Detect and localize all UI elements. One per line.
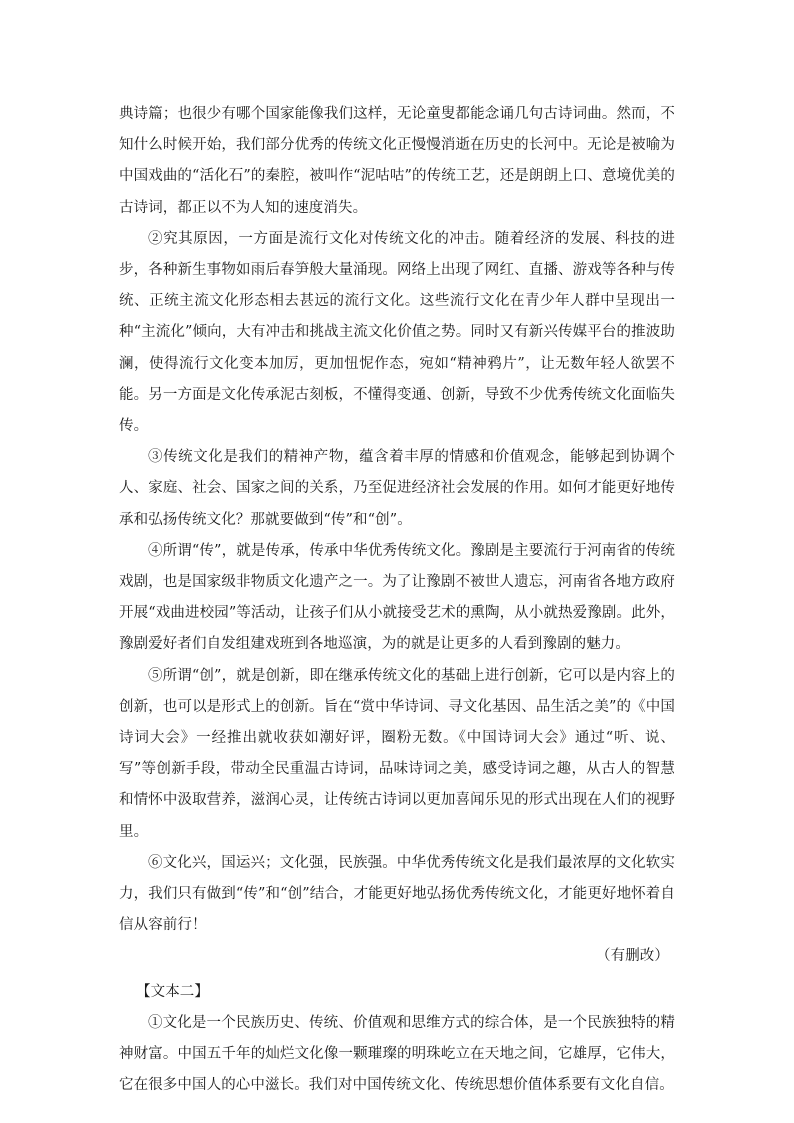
paragraph-2: ②究其原因，一方面是流行文化对传统文化的冲击。随着经济的发展、科技的进步，各种新生事物如雨后春笋般大量涌现。网络上出现了网红、直播、游戏等各种与传统、正统主流文化形态相去甚远的流行文化。这些流行文化在青少年人群中呈现出一种“主流化”倾向，大有冲击和挑战主流文化价值之势。同时又有新兴传媒平台的推波助澜，使得流行文化变本加厉，更加忸怩作态，宛如“精神鸦片”，让无数年轻人欲罢不能。另一方面是文化传承泥古刻板，不懂得变通、创新，导致不少优秀传统文化面临失传。 (119, 230, 675, 435)
paragraph-4: ④所谓“传”，就是传承，传承中华优秀传统文化。豫剧是主要流行于河南省的传统戏剧，也是国家级非物质文化遗产之一。为了让豫剧不被世人遗忘，河南省各地方政府开展“戏曲进校园”等活动，让孩子们从小就接受艺术的熏陶，从小就热爱豫剧。此外，豫剧爱好者们自发组建戏班到各地巡演，为的就是让更多的人看到豫剧的魅力。 (119, 542, 675, 653)
paragraph-3: ③传统文化是我们的精神产物，蕴含着丰厚的情感和价值观念，能够起到协调个人、家庭、社会、国家之间的关系，乃至促进经济社会发展的作用。如何才能更好地传承和弘扬传统文化？那就要做到“传”和“创”。 (119, 449, 675, 528)
paragraph-5: ⑤所谓“创”，就是创新，即在继承传统文化的基础上进行创新，它可以是内容上的创新，也可以是形式上的创新。旨在“赏中华诗词、寻文化基因、品生活之美”的《中国诗词大会》一经推出就收获如潮好评，圈粉无数。《中国诗词大会》通过“听、说、写”等创新手段，带动全民重温古诗词，品味诗词之美，感受诗词之趣，从古人的智慧和情怀中汲取营养，滋润心灵，让传统古诗词以更加喜闻乐见的形式出现在人们的视野里。 (119, 667, 675, 840)
source-note: （有删改） (596, 948, 669, 965)
paragraph-6: ⑥文化兴，国运兴；文化强，民族强。中华优秀传统文化是我们最浓厚的文化软实力，我们只有做到“传”和“创”结合，才能更好地弘扬优秀传统文化，才能更好地怀着自信从容前行！ (119, 854, 675, 934)
text2-paragraph-1: ①文化是一个民族历史、传统、价值观和思维方式的综合体，是一个民族独特的精神财富。中国五千年的灿烂文化像一颗璀璨的明珠屹立在天地之间，它雄厚，它伟大，它在很多中国人的心中滋长。我们对中国传统文化、传统思想价值体系要有文化自信。 (119, 1014, 675, 1094)
paragraph-continued: 典诗篇；也很少有哪个国家能像我们这样，无论童叟都能念诵几句古诗词曲。然而，不知什么时候开始，我们部分优秀的传统文化正慢慢消逝在历史的长河中。无论是被喻为中国戏曲的“活化石”的秦腔，被叫作“泥咕咕”的传统工艺，还是朗朗上口、意境优美的古诗词，都正以不为人知的速度消失。 (119, 106, 675, 216)
section-heading-text2: 【文本二】 (136, 983, 209, 1000)
article-body (119, 99, 675, 1101)
